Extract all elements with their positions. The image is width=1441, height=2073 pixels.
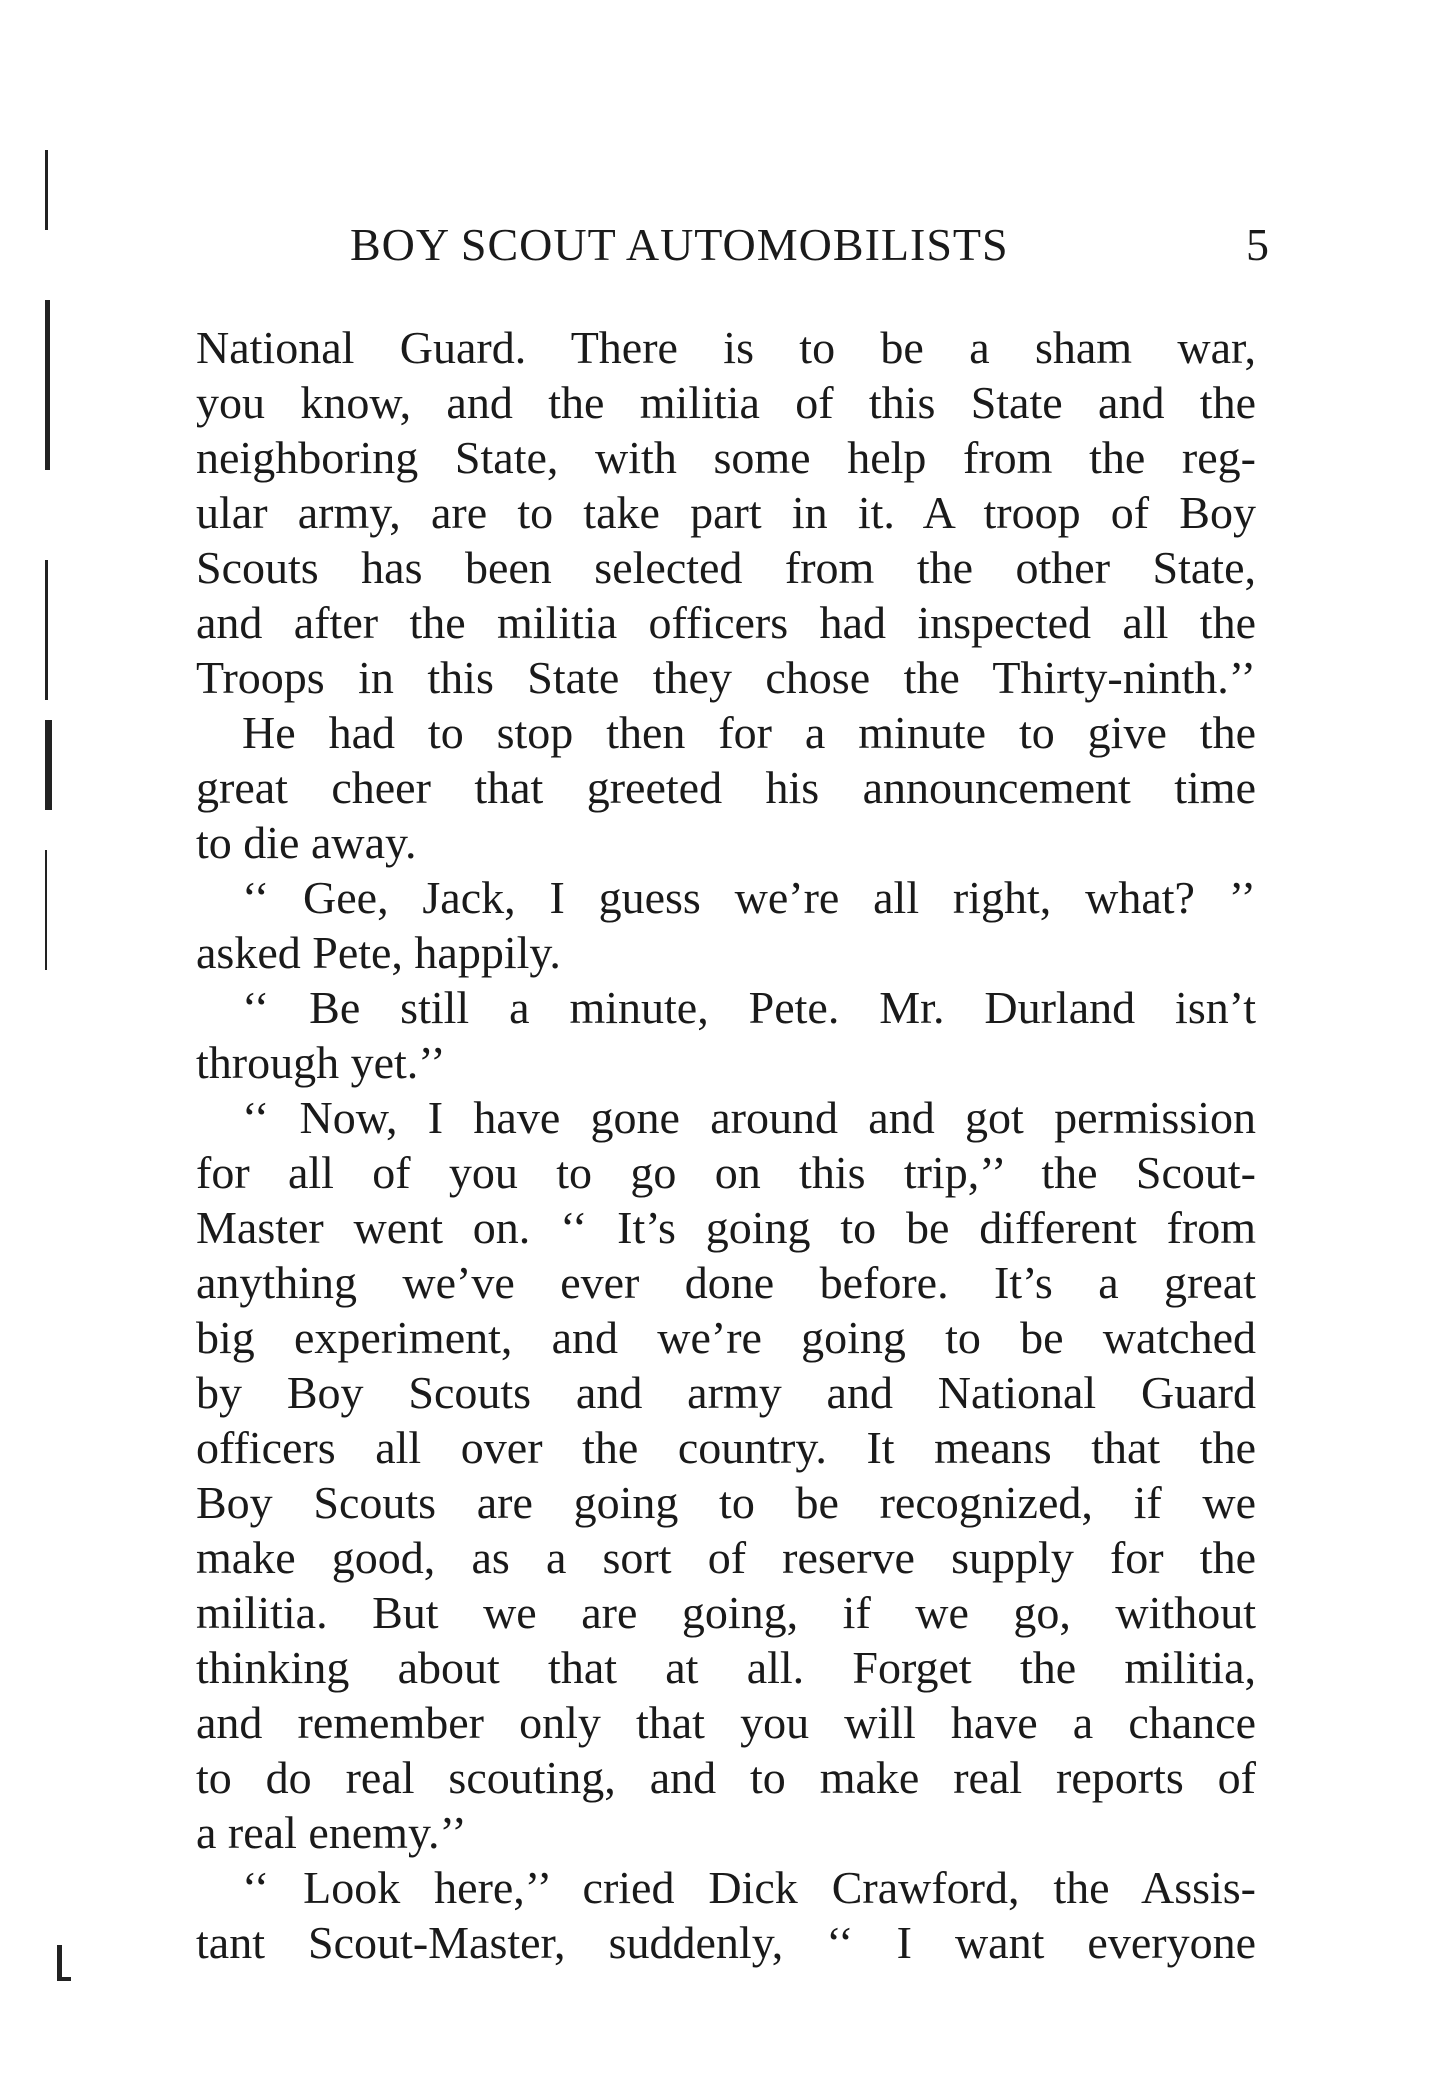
text-line: Master went on. ‘‘ It’s going to be different from xyxy=(196,1202,1256,1253)
text-line: He had to stop then for a minute to give the xyxy=(242,707,1256,758)
text-line: Boy Scouts are going to be recognized, if we xyxy=(196,1477,1256,1528)
text-line: Scouts has been selected from the other State, xyxy=(196,542,1256,593)
scan-margin-shadow-top xyxy=(45,150,48,230)
running-head: BOY SCOUT AUTOMOBILISTS xyxy=(350,219,1009,270)
text-line: and after the militia officers had inspected all the xyxy=(196,597,1256,648)
text-line: by Boy Scouts and army and National Guard xyxy=(196,1367,1256,1418)
scan-margin-shadow-bottom xyxy=(45,850,47,970)
text-line: a real enemy.’’ xyxy=(196,1807,467,1858)
page-header xyxy=(350,218,1270,278)
text-line: militia. But we are going, if we go, without xyxy=(196,1587,1256,1638)
text-line: thinking about that at all. Forget the militia, xyxy=(196,1642,1256,1693)
text-line: ‘‘ Look here,’’ cried Dick Crawford, the Assis- xyxy=(242,1862,1256,1913)
text-line: ‘‘ Gee, Jack, I guess we’re all right, what? ’’ xyxy=(242,872,1256,923)
text-line: through yet.’’ xyxy=(196,1037,446,1088)
text-line: to die away. xyxy=(196,817,417,868)
text-line: for all of you to go on this trip,’’ the Scout- xyxy=(196,1147,1256,1198)
body-text xyxy=(196,320,1256,1970)
text-line: great cheer that greeted his announcement time xyxy=(196,762,1256,813)
text-line: ‘‘ Be still a minute, Pete. Mr. Durland isn’t xyxy=(242,982,1256,1033)
text-line: National Guard. There is to be a sham war, xyxy=(196,322,1256,373)
scan-margin-shadow-middle xyxy=(45,560,48,700)
text-line: make good, as a sort of reserve supply for the xyxy=(196,1532,1256,1583)
text-line: ‘‘ Now, I have gone around and got permission xyxy=(242,1092,1256,1143)
text-line: anything we’ve ever done before. It’s a great xyxy=(196,1257,1256,1308)
text-line: officers all over the country. It means that the xyxy=(196,1422,1256,1473)
page-number: 5 xyxy=(1246,219,1270,270)
scan-margin-shadow-upper xyxy=(45,300,50,470)
text-line: and remember only that you will have a chance xyxy=(196,1697,1256,1748)
text-line: Troops in this State they chose the Thirty-ninth.’’ xyxy=(196,652,1256,703)
text-line: tant Scout-Master, suddenly, ‘‘ I want everyone xyxy=(196,1917,1256,1968)
text-line: big experiment, and we’re going to be watched xyxy=(196,1312,1256,1363)
text-line: you know, and the militia of this State and the xyxy=(196,377,1256,428)
text-line: to do real scouting, and to make real reports of xyxy=(196,1752,1256,1803)
scan-corner-mark xyxy=(57,1945,62,1981)
scan-margin-shadow-lower xyxy=(45,720,52,810)
text-line: asked Pete, happily. xyxy=(196,927,561,978)
text-line: ular army, are to take part in it. A troop of Boy xyxy=(196,487,1256,538)
text-line: neighboring State, with some help from the reg- xyxy=(196,432,1256,483)
